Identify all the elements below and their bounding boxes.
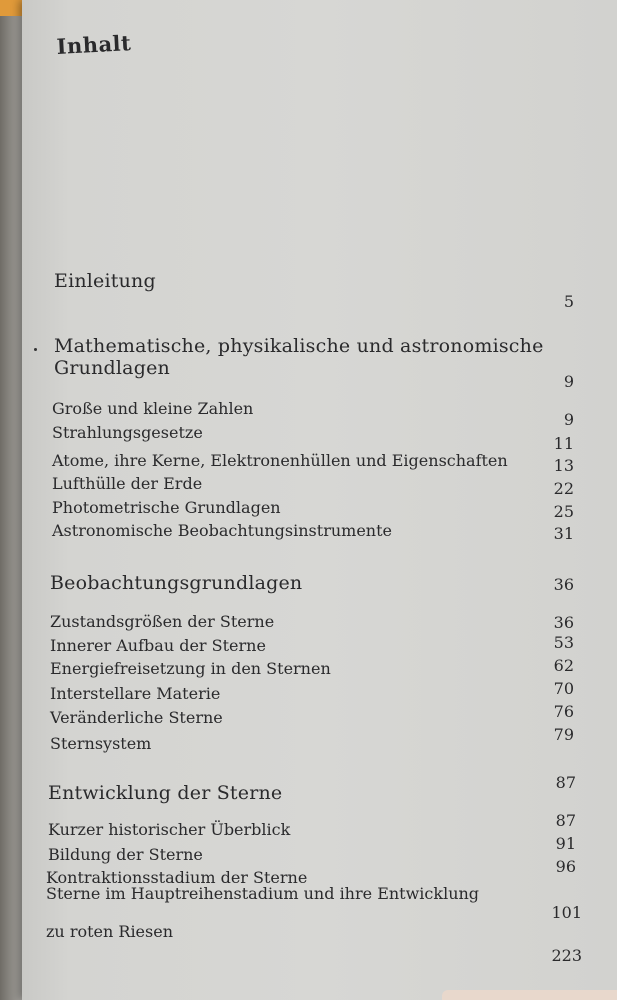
toc-entry: Sterne im Hauptreihenstadium und ihre Entwicklung [46, 884, 480, 903]
toc-entry-page: 25 [553, 502, 574, 521]
toc-entry: Kontraktionsstadium der Sterne [46, 868, 308, 887]
toc-entry-page: 87 [555, 811, 576, 830]
toc-entry-page: 76 [553, 702, 574, 721]
page-title: Inhalt [56, 30, 132, 59]
book-page [22, 0, 617, 1000]
section-title-einleitung: Einleitung [54, 270, 156, 292]
toc-entry-page: 96 [555, 857, 576, 876]
toc-entry-page: 79 [553, 725, 574, 744]
section-page-entwicklung: 87 [555, 773, 576, 792]
page-bottom-edge [442, 990, 617, 1000]
toc-entry-page: 70 [553, 679, 574, 698]
section-title-entwicklung: Entwicklung der Sterne [48, 782, 283, 804]
toc-entry: Zustandsgrößen der Sterne [50, 612, 275, 631]
toc-entry: Astronomische Beobachtungsinstrumente [52, 521, 392, 540]
toc-entry: Strahlungsgesetze [52, 423, 203, 442]
section-page-beobachtung: 36 [553, 575, 574, 594]
section-page-grundlagen: 9 [563, 372, 574, 391]
toc-entry: Große und kleine Zahlen [52, 399, 254, 418]
toc-entry: Innerer Aufbau der Sterne [50, 636, 266, 655]
left-page-shadow [0, 0, 22, 1000]
toc-entry: Sternsystem [50, 734, 152, 753]
toc-entry: Bildung der Sterne [48, 845, 203, 864]
toc-entry-page: 22 [553, 479, 574, 498]
toc-entry-page: 91 [555, 834, 576, 853]
toc-entry: Interstellare Materie [50, 684, 221, 703]
toc-entry: Lufthülle der Erde [52, 474, 203, 493]
toc-entry-page: 9 [563, 410, 574, 429]
toc-entry-page: 36 [553, 613, 574, 632]
section-title-grundlagen-line1: Mathematische, physikalische und astronomische [54, 335, 544, 357]
toc-entry-page: 31 [553, 524, 574, 543]
toc-entry-page: 13 [553, 456, 574, 475]
toc-entry-page: 62 [553, 656, 574, 675]
toc-entry-page: 101 [551, 903, 582, 922]
footer-page-number: 223 [551, 946, 582, 965]
section-title-grundlagen-line2: Grundlagen [54, 357, 170, 379]
section-title-beobachtung: Beobachtungsgrundlagen [50, 572, 303, 594]
toc-entry-page: 11 [553, 434, 574, 453]
toc-entry: Energiefreisetzung in den Sternen [50, 659, 331, 678]
toc-entry: Veränderliche Sterne [50, 708, 223, 727]
toc-entry: zu roten Riesen [46, 922, 174, 941]
speck [34, 348, 37, 351]
section-page-einleitung: 5 [563, 292, 574, 311]
toc-entry: Photometrische Grundlagen [52, 498, 281, 517]
toc-entry-page: 53 [553, 633, 574, 652]
toc-entry: Atome, ihre Kerne, Elektronenhüllen und Eigenschaften [52, 451, 508, 470]
toc-entry: Kurzer historischer Überblick [48, 820, 291, 839]
